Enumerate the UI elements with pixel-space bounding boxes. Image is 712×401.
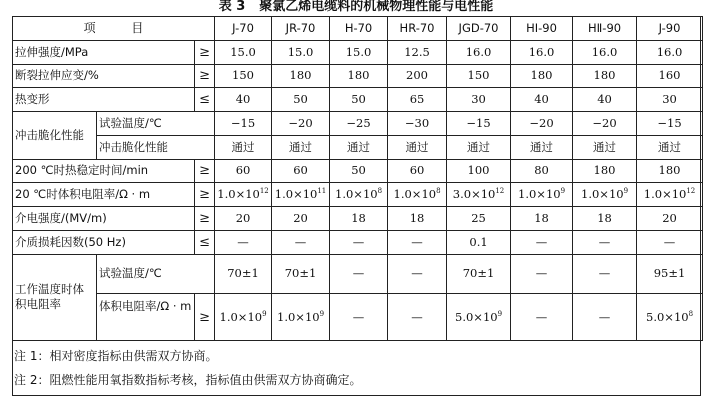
cell: $1.0\times 10^{12}$ [637,183,703,207]
cell: 通过 [272,135,330,159]
cell: — [215,230,272,254]
row-label: 介电强度/(MV/m) [13,207,195,231]
cell: 20 [637,207,703,231]
cell: — [388,294,447,341]
cell: 通过 [511,135,573,159]
cell: — [637,230,703,254]
table-row-deformation [13,88,703,112]
cell: 通过 [447,135,511,159]
table-row-tensile [13,40,703,64]
group-label-impact: 冲击脆化性能 [13,112,97,160]
cell: $1.0\times 10^9$ [215,294,272,341]
cell: −25 [330,112,388,136]
cell: 12.5 [388,40,447,64]
row-operator: ≥ [195,294,215,341]
cell: — [272,230,330,254]
cell: 30 [637,88,703,112]
cell: 通过 [388,135,447,159]
row-label: 介质损耗因数(50 Hz) [13,230,195,254]
cell: 16.0 [447,40,511,64]
cell: 180 [637,159,703,183]
cell: 180 [573,159,637,183]
row-operator: ≥ [195,40,215,64]
cell: 通过 [637,135,703,159]
table-row-elongation [13,64,703,88]
group-label-working: 工作温度时体积电阻率 [13,254,97,341]
cell: — [511,254,573,294]
cell: 180 [511,64,573,88]
cell: 通过 [573,135,637,159]
cell: 20 [272,207,330,231]
cell: 100 [447,159,511,183]
cell: 70±1 [215,254,272,294]
cell: 15.0 [272,40,330,64]
header-row [13,17,703,41]
cell: 150 [215,64,272,88]
properties-table [12,16,703,341]
cell: 20 [215,207,272,231]
cell: −20 [511,112,573,136]
cell: −20 [573,112,637,136]
cell: −15 [215,112,272,136]
header-col: HⅠ-90 [511,17,573,41]
row-label: 试验温度/℃ [97,254,215,294]
row-label: 200 ℃时热稳定时间/min [13,159,195,183]
cell: 60 [272,159,330,183]
header-col: JR-70 [272,17,330,41]
cell: $3.0\times 10^{12}$ [447,183,511,207]
row-label: 断裂拉伸应变/% [13,64,195,88]
header-item: 项 目 [13,17,215,41]
table-row-dielectric-strength [13,207,703,231]
cell: 70±1 [272,254,330,294]
cell: 70±1 [447,254,511,294]
cell: 0.1 [447,230,511,254]
cell: −20 [272,112,330,136]
note-2: 注 2：阻燃性能用氧指数指标考核，指标值由供需双方协商确定。 [14,373,362,387]
cell: 60 [388,159,447,183]
cell: 16.0 [511,40,573,64]
cell: — [388,254,447,294]
row-label: 20 ℃时体积电阻率/Ω · m [13,183,195,207]
row-label: 热变形 [13,88,195,112]
cell: 通过 [215,135,272,159]
note-1: 注 1：相对密度指标由供需双方协商。 [14,349,218,363]
cell: 50 [330,88,388,112]
cell: $1.0\times 10^{12}$ [215,183,272,207]
row-operator: ≤ [195,88,215,112]
cell: $5.0\times 10^8$ [637,294,703,341]
table-number: 表 3 [218,0,246,14]
row-label: 冲击脆化性能 [97,135,215,159]
cell: 50 [330,159,388,183]
row-label: 拉伸强度/MPa [13,40,195,64]
cell: $1.0\times 10^9$ [511,183,573,207]
table-row-thermal-stability [13,159,703,183]
cell: 200 [388,64,447,88]
header-col: H-70 [330,17,388,41]
cell: 50 [272,88,330,112]
cell: — [388,230,447,254]
cell: 16.0 [573,40,637,64]
cell: $1.0\times 10^9$ [573,183,637,207]
cell: 80 [511,159,573,183]
header-col: J-70 [215,17,272,41]
header-col: JGD-70 [447,17,511,41]
cell: — [511,294,573,341]
row-label: 试验温度/℃ [97,112,215,136]
row-operator: ≥ [195,183,215,207]
cell: −15 [637,112,703,136]
cell: $1.0\times 10^8$ [388,183,447,207]
row-operator: ≤ [195,230,215,254]
row-label: 体积电阻率/Ω · m [97,294,195,341]
table-row-impact-temp [13,112,703,136]
cell: −30 [388,112,447,136]
cell: — [573,254,637,294]
cell: — [330,294,388,341]
cell: $1.0\times 10^8$ [330,183,388,207]
cell: 95±1 [637,254,703,294]
cell: 18 [330,207,388,231]
cell: — [573,294,637,341]
cell: 40 [215,88,272,112]
header-col: HR-70 [388,17,447,41]
table-row-working-resistivity [13,294,703,341]
cell: 150 [447,64,511,88]
cell: — [330,254,388,294]
cell: 180 [272,64,330,88]
cell: 16.0 [637,40,703,64]
cell: 15.0 [215,40,272,64]
cell: −15 [447,112,511,136]
table-title-text: 聚氯乙烯电缆料的机械物理性能与电性能 [259,0,494,14]
cell: 180 [573,64,637,88]
table-row-impact-perf [13,135,703,159]
table-title [0,0,712,15]
cell: — [330,230,388,254]
cell: 40 [511,88,573,112]
cell: 160 [637,64,703,88]
cell: 18 [573,207,637,231]
table-row-resistivity-20 [13,183,703,207]
cell: — [511,230,573,254]
table-row-loss-factor [13,230,703,254]
row-operator: ≥ [195,64,215,88]
cell: 65 [388,88,447,112]
row-operator: ≥ [195,207,215,231]
cell: 15.0 [330,40,388,64]
cell: $1.0\times 10^9$ [272,294,330,341]
header-col: J-90 [637,17,703,41]
table-row-working-temp [13,254,703,294]
cell: 180 [330,64,388,88]
cell: — [573,230,637,254]
row-operator: ≥ [195,159,215,183]
cell: 18 [388,207,447,231]
cell: 40 [573,88,637,112]
cell: 18 [511,207,573,231]
cell: 30 [447,88,511,112]
cell: $1.0\times 10^{11}$ [272,183,330,207]
cell: 25 [447,207,511,231]
header-col: HⅡ-90 [573,17,637,41]
cell: 60 [215,159,272,183]
cell: 通过 [330,135,388,159]
cell: $5.0\times 10^9$ [447,294,511,341]
